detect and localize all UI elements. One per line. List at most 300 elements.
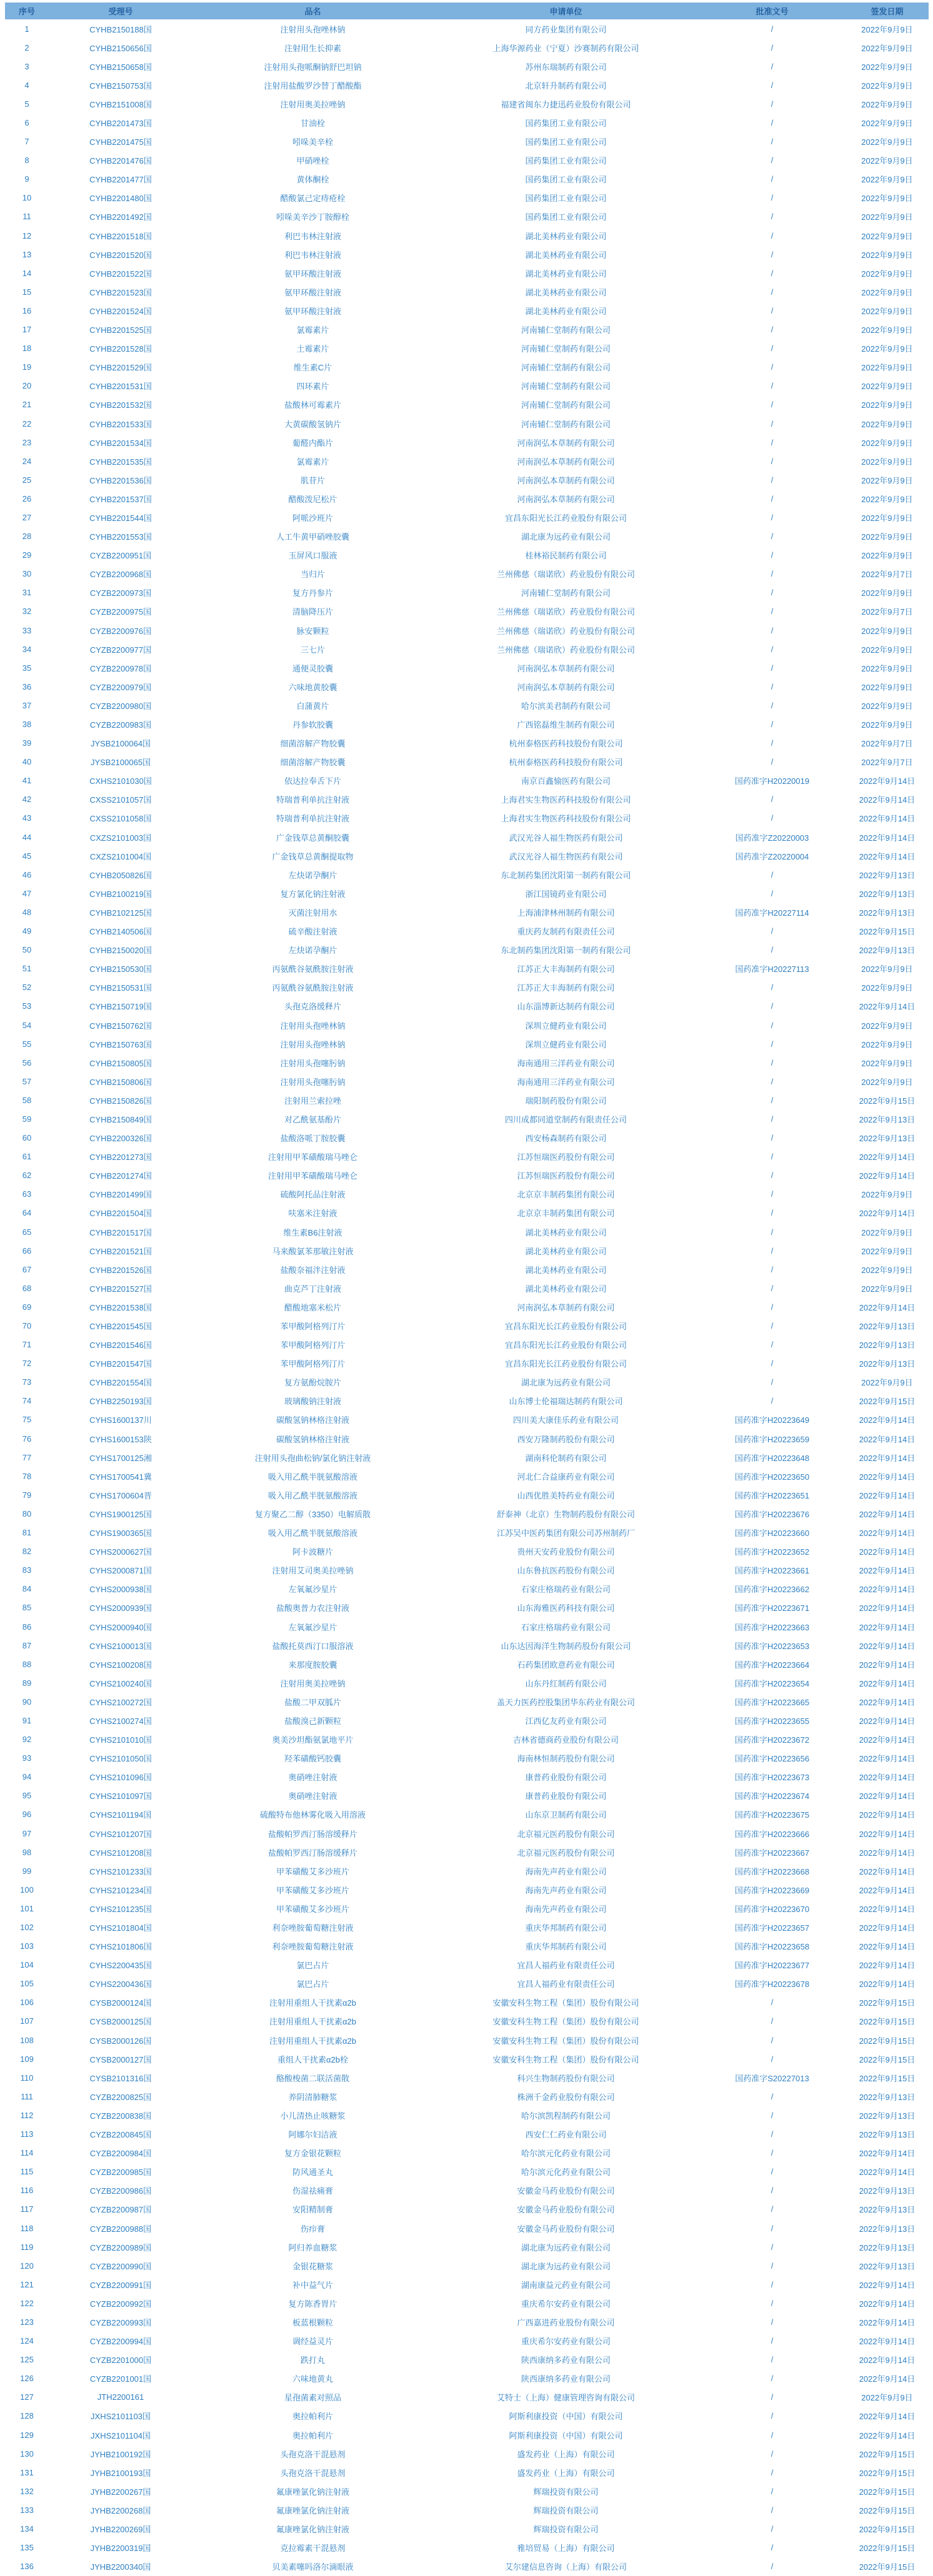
cell-issue-date: 2022年9月9日 xyxy=(846,433,929,452)
cell-issue-date: 2022年9月15日 xyxy=(846,1091,929,1109)
table-row xyxy=(5,1034,929,1053)
cell-approval-no: 国药准字H20223677 xyxy=(699,1956,846,1974)
table-row xyxy=(5,1673,929,1692)
cell-approval-no: 国药准字H20223674 xyxy=(699,1786,846,1805)
cell-product-name: 脉安颗粒 xyxy=(192,621,433,640)
cell-applicant: 山东丹红制药有限公司 xyxy=(433,1673,699,1692)
cell-applicant: 国药集团工业有限公司 xyxy=(433,132,699,151)
cell-acceptance-no: CYHB2150530国 xyxy=(49,959,192,978)
cell-product-name: 丙氨酰谷氨酰胺注射液 xyxy=(192,959,433,978)
cell-issue-date: 2022年9月15日 xyxy=(846,1993,929,2012)
header-row xyxy=(5,2,929,19)
cell-acceptance-no: CYHB2150806国 xyxy=(49,1072,192,1091)
cell-acceptance-no: CXZS2101004国 xyxy=(49,846,192,865)
cell-applicant: 盛发药业（上海）有限公司 xyxy=(433,2463,699,2482)
cell-acceptance-no: CYZB2200968国 xyxy=(49,565,192,583)
cell-issue-date: 2022年9月9日 xyxy=(846,207,929,226)
cell-product-name: 注射用头孢曲松钠/氯化钠注射液 xyxy=(192,1448,433,1467)
cell-product-name: 细菌溶解产物胶囊 xyxy=(192,734,433,753)
cell-index: 41 xyxy=(5,771,49,790)
cell-acceptance-no: CYHB2201522国 xyxy=(49,264,192,282)
table-row xyxy=(5,1129,929,1147)
cell-product-name: 阿卡波糖片 xyxy=(192,1542,433,1561)
cell-product-name: 复方金银花颗粒 xyxy=(192,2144,433,2162)
cell-issue-date: 2022年9月9日 xyxy=(846,170,929,189)
cell-index: 2 xyxy=(5,38,49,57)
cell-product-name: 盐酸林可霉素片 xyxy=(192,395,433,414)
cell-index: 87 xyxy=(5,1636,49,1655)
table-row xyxy=(5,2106,929,2124)
cell-product-name: 注射用重组人干扰素α2b xyxy=(192,1993,433,2012)
cell-issue-date: 2022年9月14日 xyxy=(846,1805,929,1824)
table-row xyxy=(5,2049,929,2068)
cell-applicant: 湖北康为远药业有限公司 xyxy=(433,527,699,546)
cell-product-name: 注射用兰索拉唑 xyxy=(192,1091,433,1109)
cell-index: 18 xyxy=(5,339,49,358)
cell-issue-date: 2022年9月9日 xyxy=(846,1072,929,1091)
cell-product-name: 四环素片 xyxy=(192,377,433,395)
cell-index: 102 xyxy=(5,1918,49,1936)
cell-acceptance-no: CYHB2200326国 xyxy=(49,1129,192,1147)
cell-product-name: 左炔诺孕酮片 xyxy=(192,865,433,884)
cell-applicant: 河北仁合益康药业有限公司 xyxy=(433,1467,699,1485)
cell-index: 88 xyxy=(5,1655,49,1673)
cell-approval-no: / xyxy=(699,2444,846,2463)
cell-issue-date: 2022年9月13日 xyxy=(846,2219,929,2237)
cell-product-name: 注射用甲苯磺酸瑞马唑仑 xyxy=(192,1166,433,1185)
cell-product-name: 左氧氟沙星片 xyxy=(192,1617,433,1636)
cell-issue-date: 2022年9月14日 xyxy=(846,828,929,846)
table-row xyxy=(5,1768,929,1786)
cell-product-name: 丙氨酰谷氨酰胺注射液 xyxy=(192,978,433,997)
cell-index: 72 xyxy=(5,1354,49,1373)
cell-acceptance-no: CYHB2201533国 xyxy=(49,414,192,433)
cell-applicant: 舒泰神（北京）生物制药股份有限公司 xyxy=(433,1504,699,1523)
cell-product-name: 养阴清肺糖浆 xyxy=(192,2087,433,2106)
cell-product-name: 氯巴占片 xyxy=(192,1974,433,1993)
cell-acceptance-no: CYZB2200992国 xyxy=(49,2294,192,2312)
table-row xyxy=(5,2444,929,2463)
cell-approval-no: / xyxy=(699,2407,846,2425)
cell-acceptance-no: CYHB2150531国 xyxy=(49,978,192,997)
cell-applicant: 江西亿友药业有限公司 xyxy=(433,1711,699,1730)
cell-applicant: 湖南康益元药业有限公司 xyxy=(433,2275,699,2294)
cell-applicant: 国药集团工业有限公司 xyxy=(433,151,699,170)
cell-applicant: 石家庄格瑞药业有限公司 xyxy=(433,1580,699,1598)
cell-acceptance-no: CYHB2201538国 xyxy=(49,1297,192,1316)
cell-applicant: 湖北美林药业有限公司 xyxy=(433,301,699,320)
cell-issue-date: 2022年9月14日 xyxy=(846,1147,929,1166)
cell-index: 7 xyxy=(5,132,49,151)
table-row xyxy=(5,583,929,602)
cell-product-name: 甲苯磺酸艾多沙班片 xyxy=(192,1880,433,1899)
cell-applicant: 国药集团工业有限公司 xyxy=(433,170,699,189)
cell-index: 126 xyxy=(5,2369,49,2388)
cell-approval-no: / xyxy=(699,207,846,226)
cell-issue-date: 2022年9月13日 xyxy=(846,2106,929,2124)
cell-applicant: 宜昌东阳光长江药业股份有限公司 xyxy=(433,1316,699,1335)
cell-issue-date: 2022年9月13日 xyxy=(846,884,929,903)
cell-acceptance-no: CYHB2201273国 xyxy=(49,1147,192,1166)
table-row xyxy=(5,2294,929,2312)
cell-index: 14 xyxy=(5,264,49,282)
table-body xyxy=(5,19,929,2576)
cell-issue-date: 2022年9月13日 xyxy=(846,2125,929,2144)
cell-product-name: 氯巴占片 xyxy=(192,1956,433,1974)
cell-approval-no: / xyxy=(699,1222,846,1241)
cell-index: 75 xyxy=(5,1410,49,1429)
cell-approval-no: / xyxy=(699,1204,846,1222)
column-header-approval-no: 批准文号 xyxy=(699,2,846,19)
table-row xyxy=(5,2219,929,2237)
table-row xyxy=(5,1542,929,1561)
table-row xyxy=(5,1504,929,1523)
cell-index: 89 xyxy=(5,1673,49,1692)
cell-approval-no: / xyxy=(699,941,846,959)
cell-product-name: 氨甲环酸注射液 xyxy=(192,282,433,301)
cell-index: 26 xyxy=(5,489,49,508)
cell-approval-no: / xyxy=(699,2237,846,2256)
cell-acceptance-no: CYHS2200436国 xyxy=(49,1974,192,1993)
cell-approval-no: / xyxy=(699,715,846,733)
cell-index: 5 xyxy=(5,94,49,113)
cell-acceptance-no: CYHB2201532国 xyxy=(49,395,192,414)
cell-approval-no: / xyxy=(699,2463,846,2482)
cell-product-name: 苯甲酸阿格列汀片 xyxy=(192,1316,433,1335)
cell-approval-no: 国药准字H20227113 xyxy=(699,959,846,978)
cell-index: 94 xyxy=(5,1768,49,1786)
cell-index: 100 xyxy=(5,1880,49,1899)
cell-issue-date: 2022年9月14日 xyxy=(846,1861,929,1880)
table-row xyxy=(5,959,929,978)
cell-acceptance-no: CYZB2200993国 xyxy=(49,2312,192,2331)
cell-approval-no: / xyxy=(699,170,846,189)
cell-applicant: 安徽安科生物工程（集团）股份有限公司 xyxy=(433,2031,699,2049)
cell-applicant: 重庆药友制药有限责任公司 xyxy=(433,922,699,941)
table-row xyxy=(5,2237,929,2256)
cell-acceptance-no: CYHS2101207国 xyxy=(49,1824,192,1843)
cell-approval-no: / xyxy=(699,1392,846,1410)
cell-applicant: 四川美大康佳乐药业有限公司 xyxy=(433,1410,699,1429)
cell-issue-date: 2022年9月14日 xyxy=(846,2332,929,2351)
cell-acceptance-no: CYHS2101194国 xyxy=(49,1805,192,1824)
cell-index: 71 xyxy=(5,1335,49,1354)
table-row xyxy=(5,2519,929,2538)
cell-product-name: 头孢克洛缓释片 xyxy=(192,997,433,1016)
cell-acceptance-no: CYHB2201475国 xyxy=(49,132,192,151)
cell-product-name: 安阳精制膏 xyxy=(192,2200,433,2219)
cell-issue-date: 2022年9月9日 xyxy=(846,959,929,978)
table-row xyxy=(5,1241,929,1260)
cell-index: 124 xyxy=(5,2332,49,2351)
cell-product-name: 氨甲环酸注射液 xyxy=(192,264,433,282)
table-row xyxy=(5,1880,929,1899)
table-row xyxy=(5,2351,929,2369)
table-row xyxy=(5,1147,929,1166)
cell-product-name: 奥硝唑注射液 xyxy=(192,1786,433,1805)
cell-index: 10 xyxy=(5,189,49,207)
table-row xyxy=(5,1392,929,1410)
cell-product-name: 曲克芦丁注射液 xyxy=(192,1279,433,1297)
cell-issue-date: 2022年9月9日 xyxy=(846,377,929,395)
cell-applicant: 国药集团工业有限公司 xyxy=(433,207,699,226)
cell-issue-date: 2022年9月15日 xyxy=(846,2049,929,2068)
cell-product-name: 六味地黄丸 xyxy=(192,2369,433,2388)
cell-approval-no: 国药准字H20223659 xyxy=(699,1429,846,1448)
table-row xyxy=(5,339,929,358)
cell-applicant: 吉林省德商药业股份有限公司 xyxy=(433,1730,699,1749)
cell-index: 74 xyxy=(5,1392,49,1410)
cell-approval-no: / xyxy=(699,790,846,809)
cell-index: 133 xyxy=(5,2500,49,2519)
cell-product-name: 玉屏风口服液 xyxy=(192,546,433,565)
cell-issue-date: 2022年9月9日 xyxy=(846,1222,929,1241)
cell-applicant: 哈尔滨元化药业有限公司 xyxy=(433,2144,699,2162)
cell-product-name: 调经益灵片 xyxy=(192,2332,433,2351)
cell-approval-no: 国药准字Z20220004 xyxy=(699,846,846,865)
cell-issue-date: 2022年9月9日 xyxy=(846,470,929,489)
table-row xyxy=(5,170,929,189)
table-row xyxy=(5,301,929,320)
cell-approval-no: / xyxy=(699,1993,846,2012)
cell-index: 85 xyxy=(5,1598,49,1617)
cell-index: 55 xyxy=(5,1034,49,1053)
cell-index: 131 xyxy=(5,2463,49,2482)
cell-product-name: 克拉霉素干混悬剂 xyxy=(192,2539,433,2557)
table-row xyxy=(5,452,929,470)
cell-acceptance-no: CYHB2201520国 xyxy=(49,245,192,264)
cell-approval-no: / xyxy=(699,1241,846,1260)
cell-issue-date: 2022年9月14日 xyxy=(846,1918,929,1936)
cell-acceptance-no: CYHB2201529国 xyxy=(49,358,192,377)
cell-acceptance-no: CYHB2201492国 xyxy=(49,207,192,226)
cell-issue-date: 2022年9月9日 xyxy=(846,57,929,76)
cell-applicant: 江苏正大丰海制药有限公司 xyxy=(433,978,699,997)
cell-applicant: 哈尔滨元化药业有限公司 xyxy=(433,2162,699,2181)
cell-issue-date: 2022年9月14日 xyxy=(846,1880,929,1899)
cell-approval-no: 国药准字H20223673 xyxy=(699,1768,846,1786)
cell-acceptance-no: CYZB2200980国 xyxy=(49,696,192,715)
cell-acceptance-no: CYZB2201000国 xyxy=(49,2351,192,2369)
cell-acceptance-no: CYHS2000939国 xyxy=(49,1598,192,1617)
cell-approval-no: / xyxy=(699,245,846,264)
cell-index: 51 xyxy=(5,959,49,978)
cell-acceptance-no: CYZB2200825国 xyxy=(49,2087,192,2106)
cell-applicant: 河南辅仁堂制药有限公司 xyxy=(433,320,699,339)
cell-issue-date: 2022年9月14日 xyxy=(846,1580,929,1598)
cell-index: 81 xyxy=(5,1523,49,1542)
cell-acceptance-no: CYZB2200984国 xyxy=(49,2144,192,2162)
cell-issue-date: 2022年9月9日 xyxy=(846,264,929,282)
table-row xyxy=(5,1410,929,1429)
cell-issue-date: 2022年9月9日 xyxy=(846,1260,929,1279)
cell-issue-date: 2022年9月15日 xyxy=(846,2519,929,2538)
cell-product-name: 复方氨酚烷胺片 xyxy=(192,1373,433,1392)
cell-approval-no: / xyxy=(699,565,846,583)
cell-issue-date: 2022年9月9日 xyxy=(846,452,929,470)
cell-index: 91 xyxy=(5,1711,49,1730)
cell-approval-no: / xyxy=(699,395,846,414)
cell-applicant: 山西优胜美特药业有限公司 xyxy=(433,1485,699,1504)
cell-index: 56 xyxy=(5,1053,49,1072)
cell-index: 25 xyxy=(5,470,49,489)
cell-product-name: 当归片 xyxy=(192,565,433,583)
cell-index: 114 xyxy=(5,2144,49,2162)
cell-acceptance-no: CYHB2150020国 xyxy=(49,941,192,959)
table-row xyxy=(5,1598,929,1617)
cell-issue-date: 2022年9月14日 xyxy=(846,1429,929,1448)
cell-issue-date: 2022年9月14日 xyxy=(846,790,929,809)
cell-issue-date: 2022年9月13日 xyxy=(846,2087,929,2106)
cell-index: 111 xyxy=(5,2087,49,2106)
table-row xyxy=(5,2425,929,2444)
cell-product-name: 跌打丸 xyxy=(192,2351,433,2369)
cell-index: 105 xyxy=(5,1974,49,1993)
cell-acceptance-no: CYHS1600137川 xyxy=(49,1410,192,1429)
table-row xyxy=(5,1279,929,1297)
cell-applicant: 安徽安科生物工程（集团）股份有限公司 xyxy=(433,2012,699,2031)
cell-index: 69 xyxy=(5,1297,49,1316)
cell-product-name: 板蓝根颗粒 xyxy=(192,2312,433,2331)
cell-issue-date: 2022年9月14日 xyxy=(846,1843,929,1861)
cell-applicant: 艾特士（上海）健康管理咨询有限公司 xyxy=(433,2388,699,2407)
cell-acceptance-no: JYHB2200340国 xyxy=(49,2557,192,2576)
cell-product-name: 甲苯磺酸艾多沙班片 xyxy=(192,1899,433,1918)
cell-acceptance-no: CYSB2000126国 xyxy=(49,2031,192,2049)
cell-product-name: 利奈唑胺葡萄糖注射液 xyxy=(192,1918,433,1936)
cell-acceptance-no: CYHS1700604晋 xyxy=(49,1485,192,1504)
cell-index: 77 xyxy=(5,1448,49,1467)
cell-issue-date: 2022年9月15日 xyxy=(846,2444,929,2463)
cell-product-name: 盐酸溴己新颗粒 xyxy=(192,1711,433,1730)
cell-product-name: 伤疖膏 xyxy=(192,2219,433,2237)
cell-issue-date: 2022年9月9日 xyxy=(846,696,929,715)
cell-issue-date: 2022年9月7日 xyxy=(846,565,929,583)
cell-acceptance-no: CYHS1900365国 xyxy=(49,1523,192,1542)
cell-approval-no: 国药准字H20227114 xyxy=(699,903,846,921)
cell-issue-date: 2022年9月13日 xyxy=(846,1109,929,1128)
cell-applicant: 北京京丰制药集团有限公司 xyxy=(433,1204,699,1222)
cell-index: 52 xyxy=(5,978,49,997)
cell-product-name: 奥美沙坦酯氨氯地平片 xyxy=(192,1730,433,1749)
table-row xyxy=(5,207,929,226)
cell-product-name: 氨甲环酸注射液 xyxy=(192,301,433,320)
cell-issue-date: 2022年9月14日 xyxy=(846,2369,929,2388)
column-header-applicant: 申请单位 xyxy=(433,2,699,19)
table-row xyxy=(5,470,929,489)
cell-acceptance-no: CYHB2201531国 xyxy=(49,377,192,395)
cell-issue-date: 2022年9月14日 xyxy=(846,1937,929,1956)
cell-index: 117 xyxy=(5,2200,49,2219)
cell-issue-date: 2022年9月14日 xyxy=(846,2294,929,2312)
column-header-product-name: 品名 xyxy=(192,2,433,19)
cell-approval-no: / xyxy=(699,922,846,941)
cell-index: 68 xyxy=(5,1279,49,1297)
cell-index: 31 xyxy=(5,583,49,602)
table-row xyxy=(5,245,929,264)
cell-index: 129 xyxy=(5,2425,49,2444)
table-row xyxy=(5,1786,929,1805)
cell-issue-date: 2022年9月13日 xyxy=(846,1129,929,1147)
cell-issue-date: 2022年9月13日 xyxy=(846,1335,929,1354)
cell-approval-no: / xyxy=(699,2500,846,2519)
cell-acceptance-no: JTH2200161 xyxy=(49,2388,192,2407)
table-row xyxy=(5,602,929,621)
cell-approval-no: / xyxy=(699,113,846,132)
cell-applicant: 宜昌人福药业有限责任公司 xyxy=(433,1956,699,1974)
cell-issue-date: 2022年9月9日 xyxy=(846,489,929,508)
cell-applicant: 山东鲁抗医药股份有限公司 xyxy=(433,1561,699,1580)
cell-product-name: 硫酸特布他林雾化吸入用溶液 xyxy=(192,1805,433,1824)
table-row xyxy=(5,1053,929,1072)
cell-applicant: 河南辅仁堂制药有限公司 xyxy=(433,358,699,377)
cell-approval-no: / xyxy=(699,2332,846,2351)
cell-index: 49 xyxy=(5,922,49,941)
table-row xyxy=(5,282,929,301)
cell-index: 97 xyxy=(5,1824,49,1843)
cell-product-name: 吸入用乙酰半胱氨酸溶液 xyxy=(192,1523,433,1542)
cell-approval-no: 国药准字H20223650 xyxy=(699,1467,846,1485)
table-row xyxy=(5,2539,929,2557)
cell-approval-no: 国药准字H20223664 xyxy=(699,1655,846,1673)
cell-acceptance-no: CYZB2200978国 xyxy=(49,658,192,677)
cell-issue-date: 2022年9月13日 xyxy=(846,903,929,921)
cell-issue-date: 2022年9月14日 xyxy=(846,1711,929,1730)
cell-approval-no: / xyxy=(699,1072,846,1091)
cell-product-name: 灭菌注射用水 xyxy=(192,903,433,921)
cell-applicant: 杭州泰格医药科技股份有限公司 xyxy=(433,734,699,753)
cell-approval-no: 国药准字H20223656 xyxy=(699,1749,846,1768)
cell-acceptance-no: CYHS2101208国 xyxy=(49,1843,192,1861)
cell-issue-date: 2022年9月9日 xyxy=(846,282,929,301)
cell-approval-no: / xyxy=(699,978,846,997)
cell-applicant: 湖北美林药业有限公司 xyxy=(433,1241,699,1260)
table-row xyxy=(5,132,929,151)
cell-index: 40 xyxy=(5,753,49,771)
cell-index: 17 xyxy=(5,320,49,339)
cell-approval-no: / xyxy=(699,339,846,358)
cell-index: 28 xyxy=(5,527,49,546)
table-row xyxy=(5,1580,929,1598)
cell-acceptance-no: CYHB2201274国 xyxy=(49,1166,192,1185)
cell-index: 16 xyxy=(5,301,49,320)
cell-index: 62 xyxy=(5,1166,49,1185)
table-row xyxy=(5,264,929,282)
cell-acceptance-no: CYHS2101234国 xyxy=(49,1880,192,1899)
cell-issue-date: 2022年9月15日 xyxy=(846,2031,929,2049)
cell-product-name: 左氧氟沙星片 xyxy=(192,1580,433,1598)
cell-issue-date: 2022年9月9日 xyxy=(846,38,929,57)
cell-index: 118 xyxy=(5,2219,49,2237)
cell-acceptance-no: CYZB2200977国 xyxy=(49,640,192,658)
table-row xyxy=(5,94,929,113)
cell-index: 96 xyxy=(5,1805,49,1824)
cell-applicant: 山东博士伦福瑞达制药有限公司 xyxy=(433,1392,699,1410)
cell-product-name: 复方聚乙二醇（3350）电解质散 xyxy=(192,1504,433,1523)
cell-product-name: 玻璃酸钠注射液 xyxy=(192,1392,433,1410)
cell-product-name: 注射用艾司奥美拉唑钠 xyxy=(192,1561,433,1580)
cell-product-name: 氟康唑氯化钠注射液 xyxy=(192,2482,433,2500)
cell-product-name: 醋酸氯己定痔疮栓 xyxy=(192,189,433,207)
cell-applicant: 湖北康为远药业有限公司 xyxy=(433,2237,699,2256)
cell-issue-date: 2022年9月14日 xyxy=(846,1561,929,1580)
cell-index: 54 xyxy=(5,1016,49,1034)
cell-acceptance-no: CYHB2150849国 xyxy=(49,1109,192,1128)
table-row xyxy=(5,1730,929,1749)
cell-index: 3 xyxy=(5,57,49,76)
cell-index: 35 xyxy=(5,658,49,677)
cell-acceptance-no: CYZB2200990国 xyxy=(49,2256,192,2275)
